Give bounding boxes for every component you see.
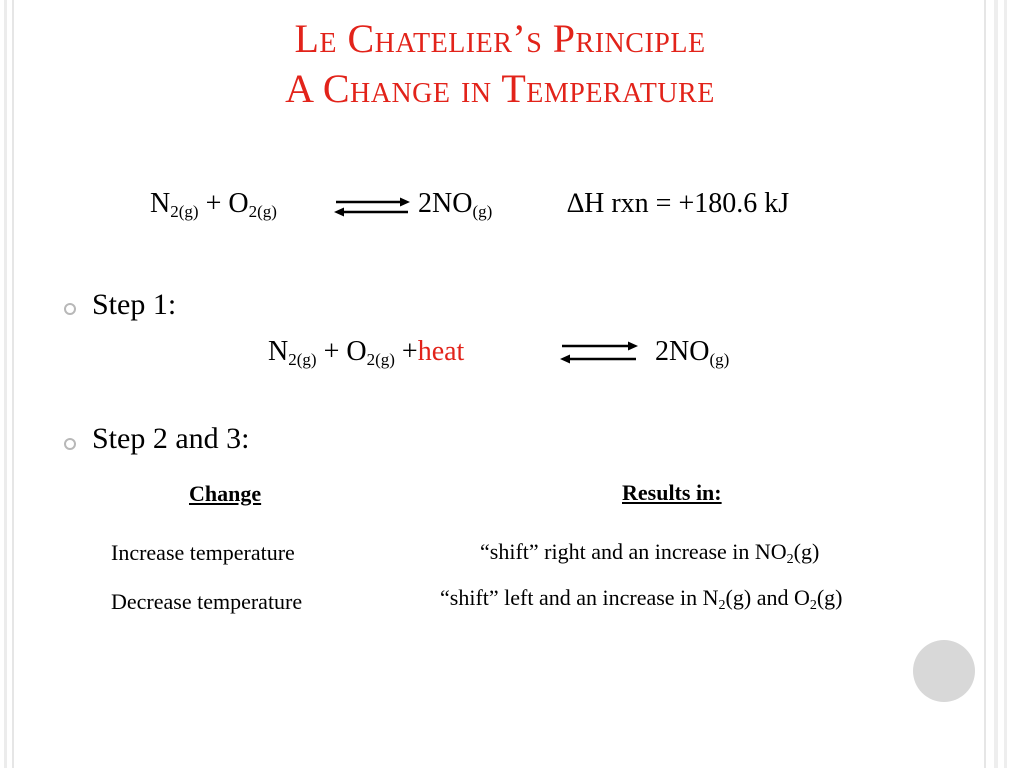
- equilibrium-arrow-icon: [332, 196, 412, 218]
- equation2-product: $2NO_{(g)}$: [655, 336, 730, 369]
- column-header-change: Change: [189, 481, 262, 506]
- left-border-decoration: [0, 0, 14, 768]
- equation2-reactants: $N_{2(g)} + O_{2(g)}$ +heat: [268, 336, 465, 369]
- row1-change: Increase temperature: [111, 540, 295, 565]
- right-border-decoration: [984, 0, 1024, 768]
- equilibrium-arrow-icon: [558, 340, 640, 366]
- circle-decoration: [913, 640, 975, 702]
- row2-result: “shift” left and an increase in $N_2(g)$ and $O_2(g)$: [440, 585, 843, 613]
- row1-result: “shift” right and an increase in $NO_2(g)$: [480, 539, 820, 567]
- column-header-results: Results in:: [622, 480, 722, 505]
- ring-bullet-icon: [64, 438, 76, 450]
- ring-bullet-icon: [64, 303, 76, 315]
- equation1-product: $2NO_{(g)}$: [418, 188, 493, 221]
- heat-term: heat: [417, 336, 465, 367]
- equation1-reactants: $N_{2(g)} + O_{2(g)}$: [150, 188, 277, 221]
- bullet-step2-3: Step 2 and 3:: [92, 422, 250, 455]
- slide-title-line2: A Change in Temperature: [285, 66, 715, 111]
- row2-change: Decrease temperature: [111, 589, 303, 614]
- slide-title-line1: Le Chatelier’s Principle: [294, 16, 706, 61]
- enthalpy-value: ∆H rxn = +180.6 kJ: [567, 188, 790, 219]
- bullet-step1: Step 1:: [92, 288, 177, 321]
